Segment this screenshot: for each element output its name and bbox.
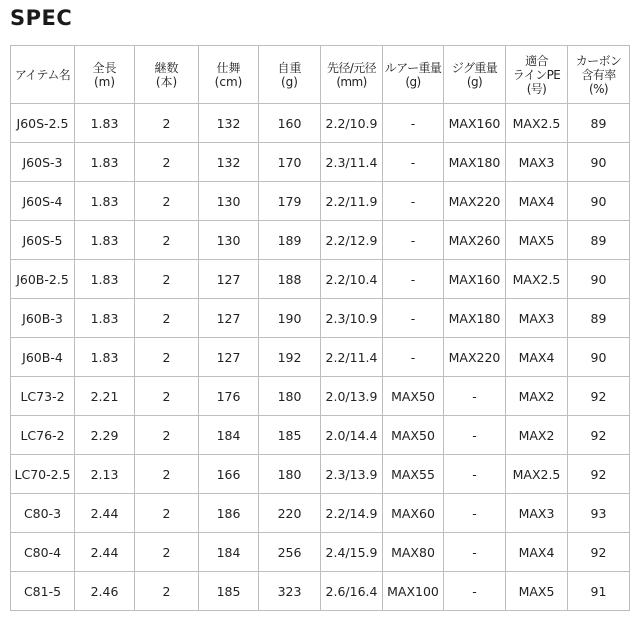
cell-jig-weight: MAX260 (444, 221, 506, 260)
cell-length: 1.83 (75, 338, 135, 377)
header-item-name: アイテム名 (11, 46, 75, 104)
cell-weight: 160 (259, 104, 321, 143)
cell-tip-butt-diameter: 2.0/13.9 (321, 377, 383, 416)
header-line-pe: 適合 ラインPE (号) (506, 46, 568, 104)
header-row (11, 46, 630, 104)
cell-lure-weight: - (383, 182, 444, 221)
header-jig-weight: ジグ重量 (g) (444, 46, 506, 104)
cell-tip-butt-diameter: 2.2/11.9 (321, 182, 383, 221)
cell-carbon-content: 93 (568, 494, 630, 533)
cell-closed-length: 186 (199, 494, 259, 533)
cell-tip-butt-diameter: 2.4/15.9 (321, 533, 383, 572)
cell-line-pe: MAX2.5 (506, 455, 568, 494)
cell-closed-length: 127 (199, 338, 259, 377)
cell-tip-butt-diameter: 2.2/10.4 (321, 260, 383, 299)
cell-weight: 180 (259, 377, 321, 416)
cell-carbon-content: 90 (568, 143, 630, 182)
cell-closed-length: 184 (199, 416, 259, 455)
cell-closed-length: 166 (199, 455, 259, 494)
cell-carbon-content: 89 (568, 221, 630, 260)
cell-jig-weight: MAX220 (444, 338, 506, 377)
table-row (11, 338, 630, 377)
cell-lure-weight: - (383, 221, 444, 260)
cell-tip-butt-diameter: 2.6/16.4 (321, 572, 383, 611)
cell-line-pe: MAX2.5 (506, 260, 568, 299)
cell-closed-length: 176 (199, 377, 259, 416)
cell-item-name: LC73-2 (11, 377, 75, 416)
cell-jig-weight: - (444, 377, 506, 416)
cell-closed-length: 184 (199, 533, 259, 572)
cell-line-pe: MAX3 (506, 299, 568, 338)
cell-tip-butt-diameter: 2.3/11.4 (321, 143, 383, 182)
cell-lure-weight: MAX100 (383, 572, 444, 611)
table-row (11, 182, 630, 221)
cell-lure-weight: - (383, 299, 444, 338)
table-row (11, 494, 630, 533)
spec-table-body (11, 104, 630, 611)
cell-tip-butt-diameter: 2.3/10.9 (321, 299, 383, 338)
page-title: SPEC (10, 6, 73, 30)
cell-line-pe: MAX3 (506, 494, 568, 533)
cell-jig-weight: - (444, 572, 506, 611)
cell-weight: 188 (259, 260, 321, 299)
table-row (11, 143, 630, 182)
cell-weight: 323 (259, 572, 321, 611)
cell-carbon-content: 92 (568, 455, 630, 494)
cell-item-name: C80-3 (11, 494, 75, 533)
cell-item-name: C80-4 (11, 533, 75, 572)
cell-length: 1.83 (75, 182, 135, 221)
cell-lure-weight: - (383, 143, 444, 182)
cell-line-pe: MAX5 (506, 221, 568, 260)
cell-item-name: J60B-3 (11, 299, 75, 338)
cell-item-name: J60B-2.5 (11, 260, 75, 299)
cell-closed-length: 132 (199, 143, 259, 182)
cell-lure-weight: MAX60 (383, 494, 444, 533)
cell-tip-butt-diameter: 2.2/11.4 (321, 338, 383, 377)
cell-jig-weight: MAX220 (444, 182, 506, 221)
header-weight: 自重 (g) (259, 46, 321, 104)
cell-pieces: 2 (135, 494, 199, 533)
cell-jig-weight: MAX160 (444, 260, 506, 299)
cell-line-pe: MAX3 (506, 143, 568, 182)
cell-pieces: 2 (135, 338, 199, 377)
cell-tip-butt-diameter: 2.2/12.9 (321, 221, 383, 260)
cell-line-pe: MAX4 (506, 533, 568, 572)
cell-lure-weight: MAX50 (383, 377, 444, 416)
cell-weight: 220 (259, 494, 321, 533)
cell-length: 1.83 (75, 221, 135, 260)
cell-length: 2.21 (75, 377, 135, 416)
cell-pieces: 2 (135, 572, 199, 611)
cell-length: 1.83 (75, 260, 135, 299)
cell-weight: 180 (259, 455, 321, 494)
header-carbon-content: カーボン 含有率 (%) (568, 46, 630, 104)
cell-carbon-content: 91 (568, 572, 630, 611)
cell-tip-butt-diameter: 2.3/13.9 (321, 455, 383, 494)
cell-pieces: 2 (135, 143, 199, 182)
cell-tip-butt-diameter: 2.2/14.9 (321, 494, 383, 533)
table-row (11, 533, 630, 572)
cell-pieces: 2 (135, 377, 199, 416)
cell-line-pe: MAX2.5 (506, 104, 568, 143)
cell-lure-weight: MAX55 (383, 455, 444, 494)
cell-item-name: LC70-2.5 (11, 455, 75, 494)
cell-item-name: J60S-3 (11, 143, 75, 182)
cell-item-name: LC76-2 (11, 416, 75, 455)
cell-pieces: 2 (135, 455, 199, 494)
cell-carbon-content: 89 (568, 299, 630, 338)
cell-carbon-content: 92 (568, 416, 630, 455)
cell-weight: 192 (259, 338, 321, 377)
cell-length: 1.83 (75, 299, 135, 338)
cell-lure-weight: MAX80 (383, 533, 444, 572)
cell-closed-length: 127 (199, 299, 259, 338)
cell-length: 2.29 (75, 416, 135, 455)
cell-lure-weight: - (383, 104, 444, 143)
cell-pieces: 2 (135, 416, 199, 455)
table-row (11, 572, 630, 611)
header-closed-length: 仕舞 (cm) (199, 46, 259, 104)
cell-item-name: C81-5 (11, 572, 75, 611)
header-lure-weight: ルアー重量 (g) (383, 46, 444, 104)
cell-line-pe: MAX2 (506, 416, 568, 455)
cell-weight: 185 (259, 416, 321, 455)
cell-weight: 170 (259, 143, 321, 182)
header-length: 全長 (m) (75, 46, 135, 104)
cell-carbon-content: 92 (568, 533, 630, 572)
cell-jig-weight: - (444, 533, 506, 572)
cell-length: 2.46 (75, 572, 135, 611)
cell-tip-butt-diameter: 2.2/10.9 (321, 104, 383, 143)
cell-item-name: J60S-5 (11, 221, 75, 260)
cell-carbon-content: 90 (568, 182, 630, 221)
cell-item-name: J60S-4 (11, 182, 75, 221)
cell-pieces: 2 (135, 299, 199, 338)
cell-carbon-content: 90 (568, 260, 630, 299)
cell-length: 2.13 (75, 455, 135, 494)
spec-table (10, 45, 630, 611)
cell-length: 1.83 (75, 143, 135, 182)
cell-closed-length: 132 (199, 104, 259, 143)
cell-tip-butt-diameter: 2.0/14.4 (321, 416, 383, 455)
table-row (11, 104, 630, 143)
cell-lure-weight: - (383, 260, 444, 299)
cell-weight: 189 (259, 221, 321, 260)
table-row (11, 377, 630, 416)
table-row (11, 299, 630, 338)
table-row (11, 221, 630, 260)
cell-closed-length: 127 (199, 260, 259, 299)
cell-lure-weight: - (383, 338, 444, 377)
cell-carbon-content: 90 (568, 338, 630, 377)
table-row (11, 416, 630, 455)
cell-line-pe: MAX2 (506, 377, 568, 416)
cell-weight: 256 (259, 533, 321, 572)
cell-jig-weight: MAX160 (444, 104, 506, 143)
cell-jig-weight: MAX180 (444, 299, 506, 338)
cell-pieces: 2 (135, 533, 199, 572)
cell-jig-weight: - (444, 455, 506, 494)
header-pieces: 継数 (本) (135, 46, 199, 104)
table-row (11, 260, 630, 299)
cell-lure-weight: MAX50 (383, 416, 444, 455)
header-tip-butt-diameter: 先径/元径 (mm) (321, 46, 383, 104)
cell-item-name: J60B-4 (11, 338, 75, 377)
cell-jig-weight: MAX180 (444, 143, 506, 182)
cell-weight: 179 (259, 182, 321, 221)
cell-length: 1.83 (75, 104, 135, 143)
cell-carbon-content: 92 (568, 377, 630, 416)
cell-closed-length: 185 (199, 572, 259, 611)
cell-jig-weight: - (444, 416, 506, 455)
cell-pieces: 2 (135, 182, 199, 221)
cell-carbon-content: 89 (568, 104, 630, 143)
cell-line-pe: MAX5 (506, 572, 568, 611)
cell-weight: 190 (259, 299, 321, 338)
cell-length: 2.44 (75, 533, 135, 572)
cell-line-pe: MAX4 (506, 338, 568, 377)
cell-jig-weight: - (444, 494, 506, 533)
cell-line-pe: MAX4 (506, 182, 568, 221)
cell-pieces: 2 (135, 260, 199, 299)
cell-pieces: 2 (135, 221, 199, 260)
cell-closed-length: 130 (199, 182, 259, 221)
cell-closed-length: 130 (199, 221, 259, 260)
cell-length: 2.44 (75, 494, 135, 533)
cell-pieces: 2 (135, 104, 199, 143)
cell-item-name: J60S-2.5 (11, 104, 75, 143)
table-row (11, 455, 630, 494)
